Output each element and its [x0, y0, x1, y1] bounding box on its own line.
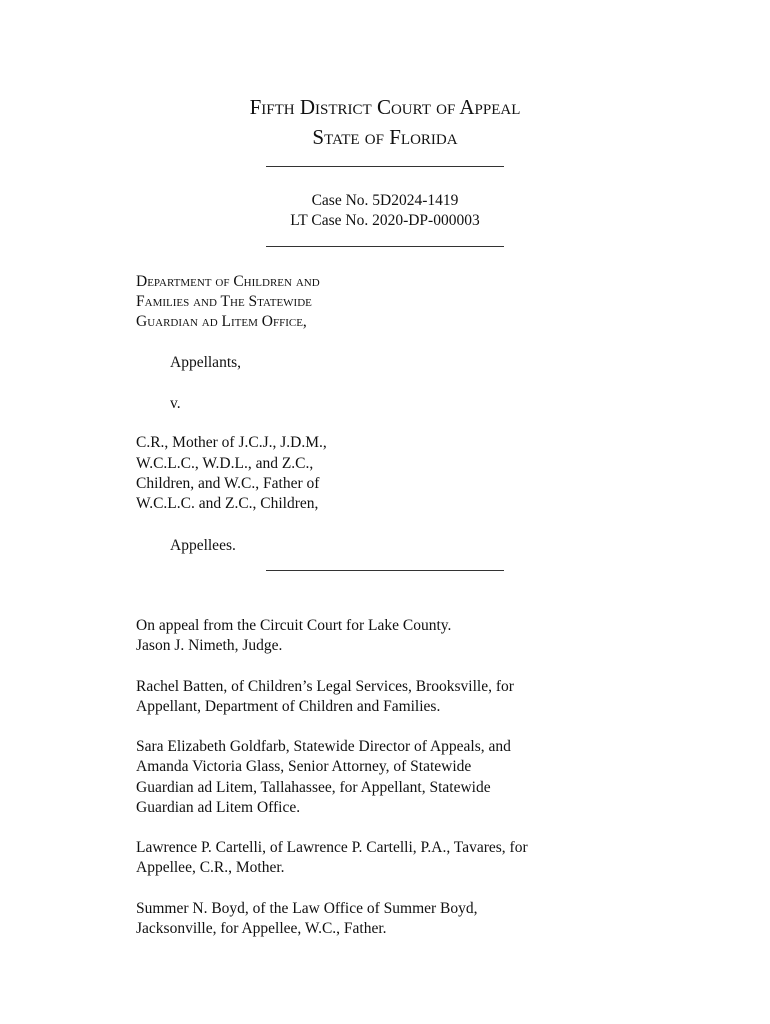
divider-rule [266, 246, 504, 247]
counsel-line: Summer N. Boyd, of the Law Office of Summer Boyd, [136, 900, 478, 917]
counsel-line: Lawrence P. Cartelli, of Lawrence P. Cartelli, P.A., Tavares, for [136, 839, 528, 856]
appellee-line: C.R., Mother of J.C.J., J.D.M., [136, 434, 327, 451]
appellees-label: Appellees. [170, 537, 236, 554]
counsel-line: Jacksonville, for Appellee, W.C., Father. [136, 920, 387, 937]
appellee-line: W.C.L.C., W.D.L., and Z.C., [136, 455, 314, 472]
counsel-line: Appellee, C.R., Mother. [136, 859, 285, 876]
counsel-line: Sara Elizabeth Goldfarb, Statewide Director of Appeals, and [136, 738, 511, 755]
counsel-line: Amanda Victoria Glass, Senior Attorney, of Statewide [136, 758, 472, 775]
counsel-line: Guardian ad Litem Office. [136, 799, 301, 816]
appellant-line: Guardian ad Litem Office, [136, 313, 307, 330]
court-state: State of Florida [312, 125, 458, 149]
lt-case-number: LT Case No. 2020-DP-000003 [290, 212, 480, 229]
counsel-line: Rachel Batten, of Children’s Legal Services, Brooksville, for [136, 678, 514, 695]
appellant-line: Families and The Statewide [136, 293, 312, 310]
appellants-label: Appellants, [170, 354, 242, 371]
versus: v. [170, 395, 181, 412]
counsel-line: Appellant, Department of Children and Families. [136, 698, 441, 715]
counsel-line: Guardian ad Litem, Tallahassee, for Appellant, Statewide [136, 779, 491, 796]
judge-name: Jason J. Nimeth, Judge. [136, 637, 283, 654]
case-number: Case No. 5D2024-1419 [311, 192, 459, 209]
court-name: Fifth District Court of Appeal [249, 95, 521, 119]
appellant-line: Department of Children and [136, 273, 320, 290]
appeal-source: On appeal from the Circuit Court for Lake County. [136, 617, 452, 634]
divider-rule [266, 570, 504, 571]
appellee-line: Children, and W.C., Father of [136, 475, 320, 492]
appellee-line: W.C.L.C. and Z.C., Children, [136, 495, 319, 512]
divider-rule [266, 166, 504, 167]
